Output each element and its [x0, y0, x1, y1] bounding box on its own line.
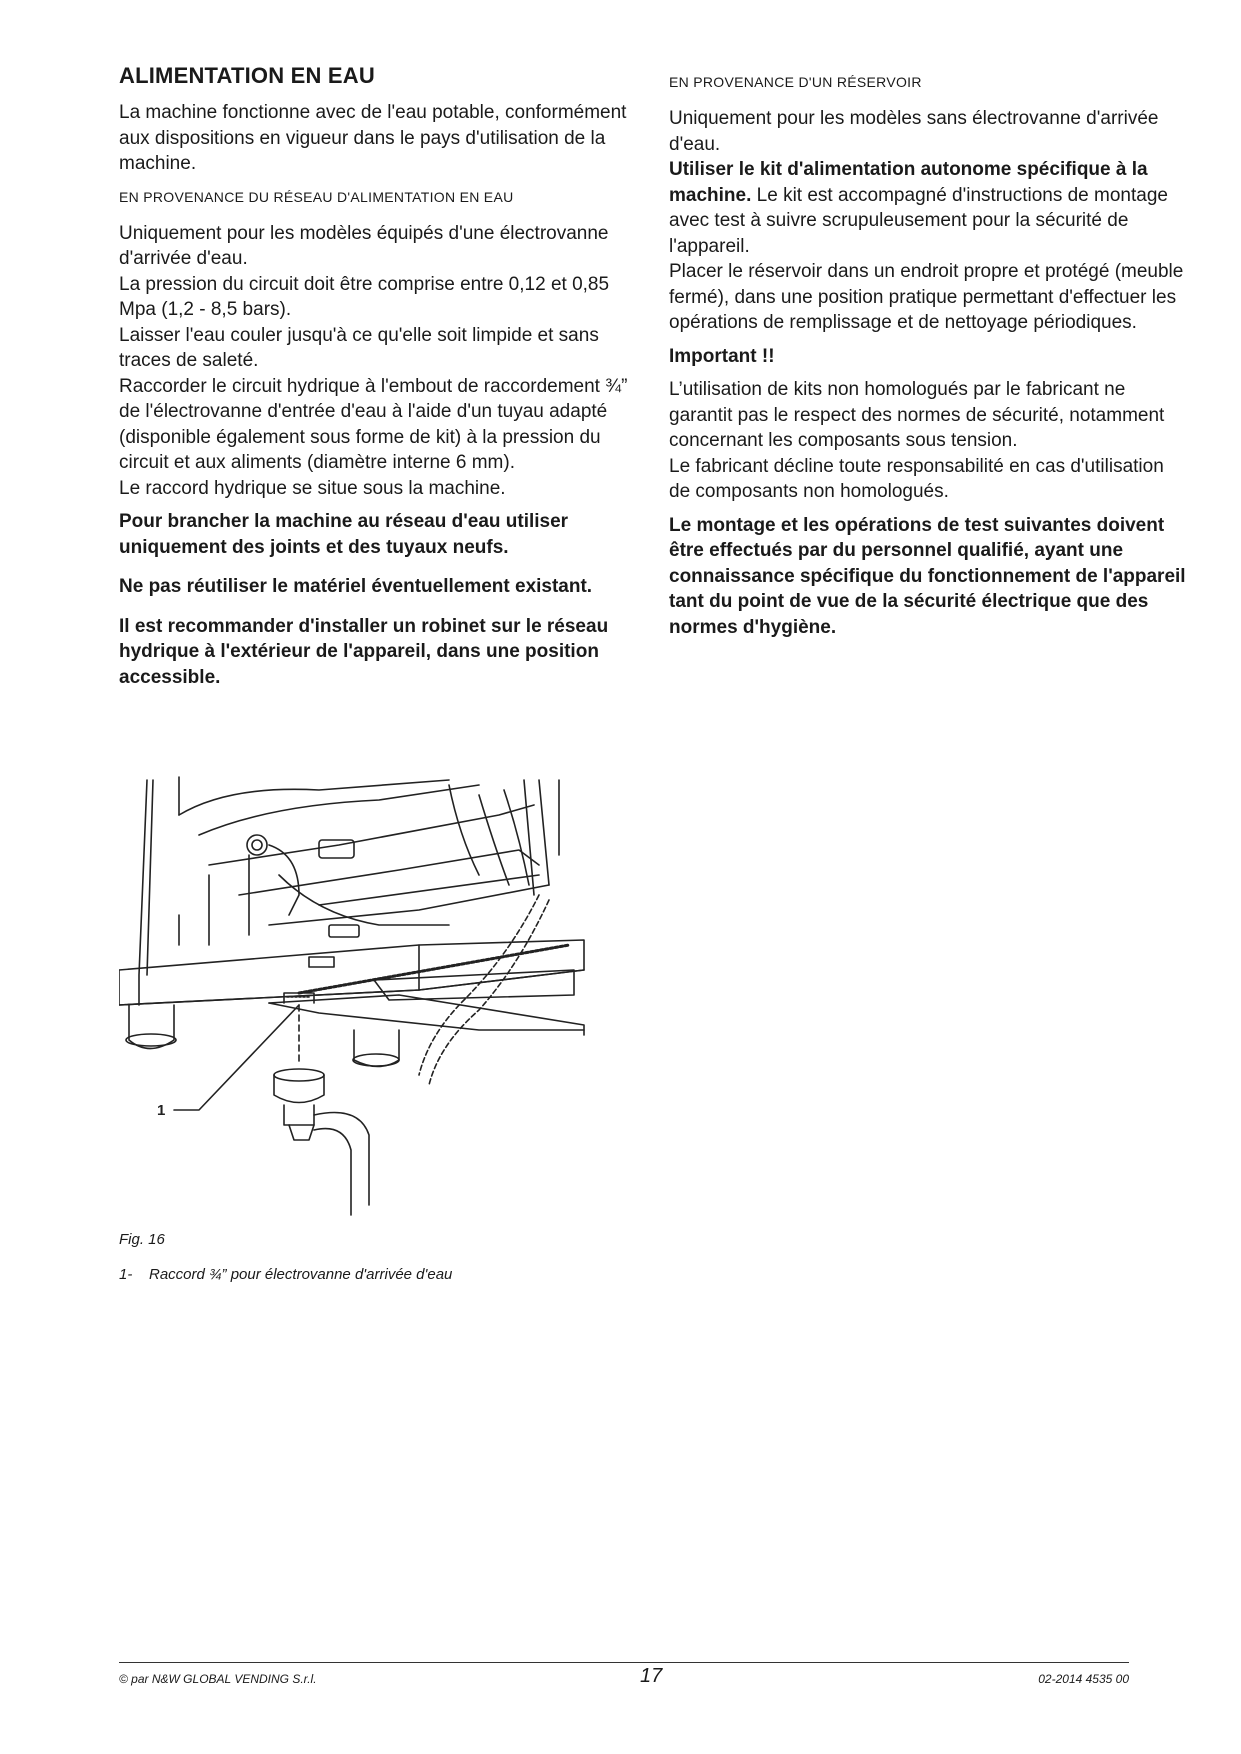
legend-number: 1- — [119, 1266, 133, 1283]
legend-text: Raccord ¾” pour électrovanne d'arrivée d'eau — [149, 1266, 453, 1283]
section-title: ALIMENTATION EN EAU — [119, 63, 375, 88]
paragraph: Uniquement pour les modèles sans électrovanne d'arrivée d'eau. — [669, 108, 1159, 155]
warning-paragraph: Pour brancher la machine au réseau d'eau utiliser uniquement des joints et des tuyaux neufs. — [119, 511, 569, 558]
footer-doc-code: 02-2014 4535 00 — [1038, 1672, 1129, 1686]
machine-water-connection-illustration — [119, 775, 649, 1230]
paragraph: Raccorder le circuit hydrique à l'embout de raccordement ¾” de l'électrovanne d'entrée d'eau à l'aide d'un tuyau adapté (disponible également sous forme de kit) à la pression du circuit et aux aliments (diamètre interne 6 mm). — [119, 375, 628, 473]
paragraph: Placer le réservoir dans un endroit propre et protégé (meuble fermé), dans une position pratique permettant d'effectuer les opérations de remplissage et de nettoyage périodiques. — [669, 261, 1184, 333]
paragraph: Laisser l'eau couler jusqu'à ce qu'elle soit limpide et sans traces de saleté. — [119, 324, 599, 371]
warning-paragraph: Le montage et les opérations de test suivantes doivent être effectués par du personnel qualifié, ayant une connaissance spécifique du fonctionnement de l'appareil tant du point de vue de la sécurité électrique que des normes d'hygiène. — [669, 514, 1186, 638]
bold-text: Utiliser le kit d'alimentation autonome spécifique à la machine. — [669, 159, 1148, 206]
left-column — [119, 62, 639, 690]
paragraph — [669, 157, 1189, 259]
important-heading: Important !! — [669, 345, 775, 367]
paragraph: Le fabricant décline toute responsabilité en cas d'utilisation de composants non homologués. — [669, 455, 1164, 502]
figure-caption: Fig. 16 — [119, 1231, 165, 1248]
subsection-title-network: EN PROVENANCE DU RÉSEAU D'ALIMENTATION EN EAU — [119, 188, 514, 205]
warning-paragraph: Il est recommander d'installer un robinet sur le réseau hydrique à l'extérieur de l'appareil, dans une position accessible. — [119, 615, 609, 688]
paragraph: L’utilisation de kits non homologués par le fabricant ne garantit pas le respect des normes de sécurité, notamment concernant les composants sous tension. — [669, 379, 1165, 451]
right-column — [669, 62, 1189, 640]
footer-copyright: © par N&W GLOBAL VENDING S.r.l. — [119, 1672, 317, 1686]
warning-paragraph: Ne pas réutiliser le matériel éventuellement existant. — [119, 576, 593, 597]
paragraph: La pression du circuit doit être comprise entre 0,12 et 0,85 Mpa (1,2 - 8,5 bars). — [119, 273, 610, 320]
figure-legend — [119, 1266, 452, 1283]
paragraph: Uniquement pour les modèles équipés d'une électrovanne d'arrivée d'eau. — [119, 222, 609, 269]
paragraph: Le raccord hydrique se situe sous la machine. — [119, 477, 506, 499]
intro-paragraph: La machine fonctionne avec de l'eau potable, conformément aux dispositions en vigueur dans le pays d'utilisation de la machine. — [119, 102, 627, 174]
callout-number: 1 — [157, 1102, 166, 1119]
paragraph-text: Le kit est accompagné d'instructions de montage avec test à suivre scrupuleusement pour la sécurité de l'appareil. — [669, 184, 1168, 257]
subsection-title-reservoir: EN PROVENANCE D'UN RÉSERVOIR — [669, 74, 922, 90]
footer-divider — [119, 1662, 1129, 1663]
page-number: 17 — [640, 1665, 663, 1687]
